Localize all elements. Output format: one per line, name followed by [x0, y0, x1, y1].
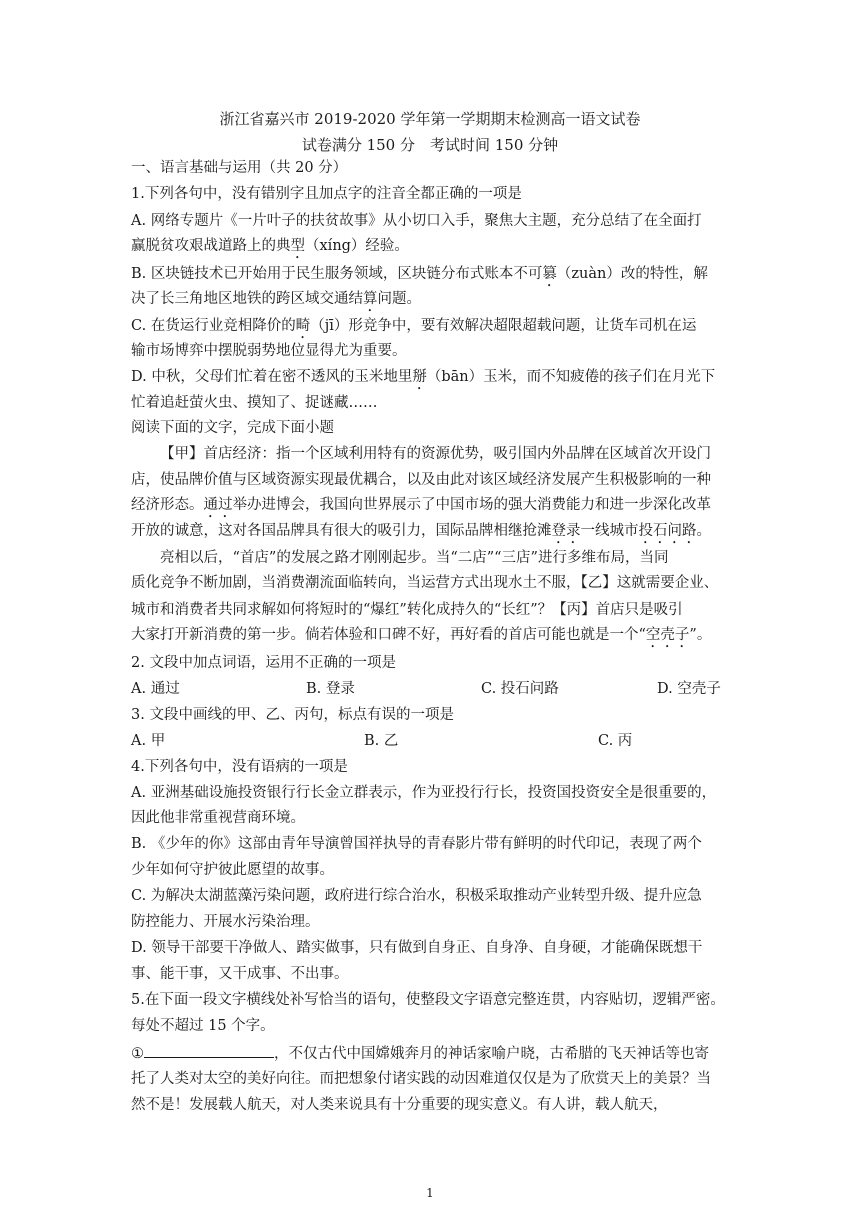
q3-option-b: B. 乙: [364, 733, 399, 749]
dotted-word: 投石问路: [638, 523, 697, 539]
q4-option-b-line2: 少年如何守护彼此愿望的故事。: [131, 862, 334, 878]
q2-option-a: A. 通过: [131, 681, 180, 697]
q1-option-a-line1: A. 网络专题片《一片叶子的扶贫故事》从小切口入手，聚焦大主题，充分总结了在全面打: [131, 213, 702, 229]
dotted-word: 登录: [551, 523, 581, 539]
q4-option-a-line2: 因此他非常重视营商环境。: [131, 810, 305, 826]
passage-p2-line2: 质化竞争不断加剧，当消费潮流面临转向，当运营方式出现水土不服，【乙】这就需要企业、: [131, 575, 719, 591]
passage-p2-line3: 城市和消费者共同求解如何将短时的“爆红”转化成持久的“长红”？【丙】首店只是吸引: [131, 602, 683, 618]
passage-p1-line2: 店，使品牌价值与区域资源实现最优耦合，以及由此对该区域经济发展产生积极影响的一种: [131, 472, 711, 488]
q1-option-a-line2: 赢脱贫攻艰战道路上的典型（xíng）经验。: [131, 238, 409, 254]
dotted-char: 算: [363, 291, 378, 307]
q1-option-c-line1: C. 在货运行业竞相降价的畸（jī）形竞争中，要有效解决超限超载问题，让货车司机在运: [131, 318, 697, 334]
q5-passage-line3: 然不是！发展载人航天，对人类来说具有十分重要的现实意义。有人讲，载人航天，: [131, 1097, 668, 1113]
section-heading: 一、语言基础与运用（共 20 分）: [131, 160, 348, 176]
q2-option-d: D. 空壳子: [657, 681, 721, 697]
q4-option-c-line2: 防控能力、开展水污染治理。: [131, 914, 320, 930]
passage-p2-line4: 大家打开新消费的第一步。倘若体验和口碑不好，再好看的首店可能也就是一个“空壳子”。: [131, 627, 712, 643]
q4-option-d-line2: 事、能干事，又干成事、不出事。: [131, 966, 349, 982]
dotted-word: 空壳子: [645, 627, 690, 643]
dotted-char: 畸: [295, 318, 311, 334]
q1-option-d-line2: 忙着追赶萤火虫、摸知了、捉谜藏……: [131, 395, 378, 411]
dotted-word: 通过: [203, 497, 233, 513]
q5-stem-line2: 每处不超过 15 个字。: [131, 1018, 275, 1034]
dotted-char: 型: [290, 238, 305, 254]
exam-subtitle: 试卷满分 150 分 考试时间 150 分钟: [301, 136, 559, 154]
page-number: 1: [426, 1186, 434, 1200]
passage-p1-line3: 经济形态。通过举办进博会，我国向世界展示了中国市场的强大消费能力和进一步深化改革: [131, 497, 711, 513]
q5-passage-line2: 托了人类对太空的美好向往。而把想象付诸实践的动因难道仅仅是为了欣赏天上的美景？当: [131, 1071, 711, 1087]
q1-stem: 1.下列各句中，没有错别字且加点字的注音全都正确的一项是: [131, 186, 522, 202]
q2-option-b: B. 登录: [306, 681, 355, 697]
q4-option-d-line1: D. 领导干部要干净做人、踏实做事，只有做到自身正、自身净、自身硬，才能确保既想干: [131, 940, 703, 956]
q1-option-c-line2: 输市场博弈中摆脱弱势地位显得尤为重要。: [131, 343, 407, 359]
q4-option-b-line1: B. 《少年的你》这部由青年导演曾国祥执导的青春影片带有鲜明的时代印记，表现了两个: [131, 836, 702, 852]
q4-option-a-line1: A. 亚洲基础设施投资银行行长金立群表示，作为亚投行行长，投资国投资安全是很重要的，: [131, 785, 717, 801]
q3-stem: 3. 文段中画线的甲、乙、丙句，标点有误的一项是: [131, 707, 454, 723]
q3-option-a: A. 甲: [131, 733, 166, 749]
passage-p1-line4: 开放的诚意，这对各国品牌具有很大的吸引力，国际品牌相继抢滩登录一线城市投石问路。: [131, 523, 711, 539]
passage-p1-line1: 【甲】首店经济：指一个区域利用特有的资源优势，吸引国内外品牌在区域首次开设门: [160, 446, 711, 462]
q1-option-b-line1: B. 区块链技术已开始用于民生服务领域，区块链分布式账本不可篡（zuàn）改的特性，解: [131, 266, 708, 282]
q4-option-c-line1: C. 为解决太湖蓝藻污染问题，政府进行综合治水，积极采取推动产业转型升级、提升应急: [131, 888, 702, 904]
passage-p2-line1: 亮相以后，“首店”的发展之路才刚刚起步。当“二店”“三店”进行多维布局，当同: [160, 550, 669, 566]
q1-option-d-line1: D. 中秋，父母们忙着在密不透风的玉米地里掰（bān）玉米，而不知疲倦的孩子们在月光下: [131, 369, 716, 385]
exam-title: 浙江省嘉兴市 2019-2020 学年第一学期期末检测高一语文试卷: [219, 110, 641, 128]
q5-passage-line1: ① ，不仅古代中国嫦娥奔月的神话家喻户晓，古希腊的飞天神话等也寄: [131, 1043, 731, 1064]
q3-option-c: C. 丙: [598, 733, 633, 749]
dotted-char: 掰: [412, 369, 427, 385]
q2-stem: 2. 文段中加点词语，运用不正确的一项是: [131, 655, 396, 671]
q4-stem: 4.下列各句中，没有语病的一项是: [131, 759, 348, 775]
answer-blank[interactable]: [144, 1043, 274, 1058]
dotted-char: 篡: [542, 266, 557, 282]
reading-intro: 阅读下面的文字，完成下面小题: [131, 420, 334, 436]
q2-option-c: C. 投石问路: [481, 681, 559, 697]
q1-option-b-line2: 决了长三角地区地铁的跨区域交通结算问题。: [131, 291, 421, 307]
q5-stem-line1: 5.在下面一段文字横线处补写恰当的语句，使整段文字语意完整连贯，内容贴切，逻辑严密。: [131, 992, 725, 1008]
